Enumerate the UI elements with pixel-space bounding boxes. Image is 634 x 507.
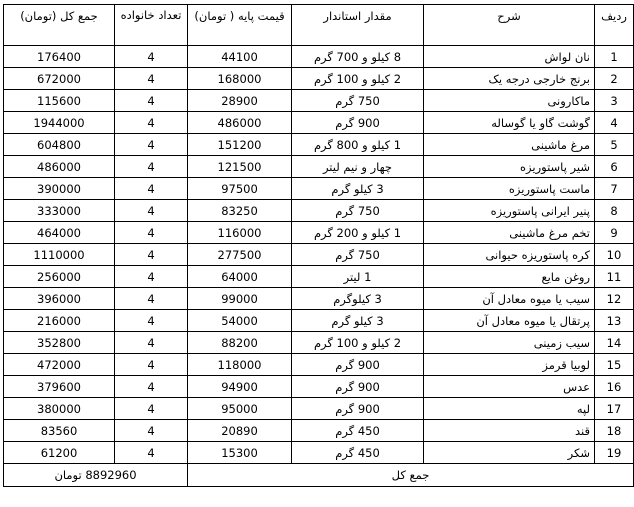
table-row bbox=[4, 156, 634, 178]
row-description: شیر پاستوریزه bbox=[424, 156, 595, 178]
table-row bbox=[4, 398, 634, 420]
row-total: 256000 bbox=[4, 266, 115, 288]
table-row bbox=[4, 442, 634, 464]
table-row bbox=[4, 310, 634, 332]
header-total: جمع کل (تومان) bbox=[4, 5, 115, 46]
row-description: ماست پاستوریزه bbox=[424, 178, 595, 200]
row-number: 1 bbox=[595, 46, 634, 68]
row-price: 99000 bbox=[188, 288, 292, 310]
row-quantity: 900 گرم bbox=[292, 354, 424, 376]
row-number: 8 bbox=[595, 200, 634, 222]
row-total: 379600 bbox=[4, 376, 115, 398]
row-price: 168000 bbox=[188, 68, 292, 90]
row-number: 13 bbox=[595, 310, 634, 332]
row-price: 83250 bbox=[188, 200, 292, 222]
row-total: 380000 bbox=[4, 398, 115, 420]
row-description: گوشت گاو یا گوساله bbox=[424, 112, 595, 134]
row-family-size: 4 bbox=[115, 90, 188, 112]
row-price: 15300 bbox=[188, 442, 292, 464]
row-description: پرتقال یا میوه معادل آن bbox=[424, 310, 595, 332]
row-total: 390000 bbox=[4, 178, 115, 200]
row-family-size: 4 bbox=[115, 112, 188, 134]
row-number: 18 bbox=[595, 420, 634, 442]
row-price: 118000 bbox=[188, 354, 292, 376]
row-family-size: 4 bbox=[115, 332, 188, 354]
row-description: پنیر ایرانی پاستوریزه bbox=[424, 200, 595, 222]
row-quantity: 3 کیلو گرم bbox=[292, 178, 424, 200]
row-description: ماکارونی bbox=[424, 90, 595, 112]
row-description: لپه bbox=[424, 398, 595, 420]
row-total: 352800 bbox=[4, 332, 115, 354]
header-row bbox=[4, 5, 634, 46]
row-description: کره پاستوریزه حیوانی bbox=[424, 244, 595, 266]
row-price: 121500 bbox=[188, 156, 292, 178]
row-total: 61200 bbox=[4, 442, 115, 464]
row-total: 333000 bbox=[4, 200, 115, 222]
row-number: 16 bbox=[595, 376, 634, 398]
table-row bbox=[4, 332, 634, 354]
row-description: قند bbox=[424, 420, 595, 442]
row-quantity: 2 کیلو و 100 گرم bbox=[292, 68, 424, 90]
row-family-size: 4 bbox=[115, 420, 188, 442]
row-number: 7 bbox=[595, 178, 634, 200]
row-number: 4 bbox=[595, 112, 634, 134]
row-quantity: 900 گرم bbox=[292, 398, 424, 420]
row-family-size: 4 bbox=[115, 134, 188, 156]
row-family-size: 4 bbox=[115, 398, 188, 420]
row-price: 44100 bbox=[188, 46, 292, 68]
row-number: 2 bbox=[595, 68, 634, 90]
header-row-number: ردیف bbox=[595, 5, 634, 46]
row-description: تخم مرغ ماشینی bbox=[424, 222, 595, 244]
row-number: 15 bbox=[595, 354, 634, 376]
row-description: نان لواش bbox=[424, 46, 595, 68]
row-number: 17 bbox=[595, 398, 634, 420]
row-description: سیب زمینی bbox=[424, 332, 595, 354]
row-description: عدس bbox=[424, 376, 595, 398]
grand-total-value: 8892960 تومان bbox=[4, 464, 188, 487]
row-number: 19 bbox=[595, 442, 634, 464]
price-table-container bbox=[3, 4, 627, 487]
row-price: 151200 bbox=[188, 134, 292, 156]
row-number: 6 bbox=[595, 156, 634, 178]
row-total: 604800 bbox=[4, 134, 115, 156]
row-description: روغن مایع bbox=[424, 266, 595, 288]
row-quantity: 900 گرم bbox=[292, 376, 424, 398]
header-standard-quantity: مقدار استاندار bbox=[292, 5, 424, 46]
row-family-size: 4 bbox=[115, 156, 188, 178]
row-number: 11 bbox=[595, 266, 634, 288]
header-family-size: تعداد خانواده bbox=[115, 5, 188, 46]
table-row bbox=[4, 266, 634, 288]
table-row bbox=[4, 134, 634, 156]
row-price: 28900 bbox=[188, 90, 292, 112]
row-family-size: 4 bbox=[115, 442, 188, 464]
row-quantity: 1 کیلو و 800 گرم bbox=[292, 134, 424, 156]
table-row bbox=[4, 354, 634, 376]
row-description: لوبیا قرمز bbox=[424, 354, 595, 376]
header-base-price: قیمت پایه ( تومان) bbox=[188, 5, 292, 46]
table-row bbox=[4, 90, 634, 112]
table-row bbox=[4, 222, 634, 244]
footer-row bbox=[4, 464, 634, 487]
row-family-size: 4 bbox=[115, 244, 188, 266]
row-total: 486000 bbox=[4, 156, 115, 178]
row-total: 216000 bbox=[4, 310, 115, 332]
table-row bbox=[4, 376, 634, 398]
table-row bbox=[4, 200, 634, 222]
row-quantity: چهار و نیم لیتر bbox=[292, 156, 424, 178]
row-total: 472000 bbox=[4, 354, 115, 376]
table-body bbox=[4, 46, 634, 464]
row-family-size: 4 bbox=[115, 310, 188, 332]
table-row bbox=[4, 178, 634, 200]
row-quantity: 1 لیتر bbox=[292, 266, 424, 288]
row-number: 14 bbox=[595, 332, 634, 354]
table-row bbox=[4, 288, 634, 310]
row-price: 486000 bbox=[188, 112, 292, 134]
row-number: 12 bbox=[595, 288, 634, 310]
row-family-size: 4 bbox=[115, 376, 188, 398]
row-number: 10 bbox=[595, 244, 634, 266]
row-total: 464000 bbox=[4, 222, 115, 244]
row-description: سیب یا میوه معادل آن bbox=[424, 288, 595, 310]
row-family-size: 4 bbox=[115, 68, 188, 90]
row-quantity: 3 کیلوگرم bbox=[292, 288, 424, 310]
row-total: 672000 bbox=[4, 68, 115, 90]
row-description: مرغ ماشینی bbox=[424, 134, 595, 156]
row-total: 176400 bbox=[4, 46, 115, 68]
table-row bbox=[4, 244, 634, 266]
row-quantity: 750 گرم bbox=[292, 200, 424, 222]
row-price: 64000 bbox=[188, 266, 292, 288]
food-basket-table bbox=[3, 4, 634, 487]
row-price: 116000 bbox=[188, 222, 292, 244]
row-price: 277500 bbox=[188, 244, 292, 266]
row-price: 95000 bbox=[188, 398, 292, 420]
row-family-size: 4 bbox=[115, 200, 188, 222]
row-quantity: 2 کیلو و 100 گرم bbox=[292, 332, 424, 354]
row-price: 54000 bbox=[188, 310, 292, 332]
row-total: 396000 bbox=[4, 288, 115, 310]
row-description: شکر bbox=[424, 442, 595, 464]
row-quantity: 750 گرم bbox=[292, 90, 424, 112]
row-quantity: 750 گرم bbox=[292, 244, 424, 266]
row-family-size: 4 bbox=[115, 46, 188, 68]
grand-total-label: جمع کل bbox=[188, 464, 634, 487]
row-family-size: 4 bbox=[115, 354, 188, 376]
row-quantity: 1 کیلو و 200 گرم bbox=[292, 222, 424, 244]
row-family-size: 4 bbox=[115, 222, 188, 244]
row-quantity: 8 کیلو و 700 گرم bbox=[292, 46, 424, 68]
row-number: 9 bbox=[595, 222, 634, 244]
row-total: 1944000 bbox=[4, 112, 115, 134]
table-row bbox=[4, 420, 634, 442]
row-total: 115600 bbox=[4, 90, 115, 112]
row-quantity: 3 کیلو گرم bbox=[292, 310, 424, 332]
header-description: شرح bbox=[424, 5, 595, 46]
row-number: 5 bbox=[595, 134, 634, 156]
table-row bbox=[4, 68, 634, 90]
row-price: 20890 bbox=[188, 420, 292, 442]
row-family-size: 4 bbox=[115, 288, 188, 310]
row-description: برنج خارجی درجه یک bbox=[424, 68, 595, 90]
row-total: 1110000 bbox=[4, 244, 115, 266]
row-number: 3 bbox=[595, 90, 634, 112]
row-quantity: 450 گرم bbox=[292, 420, 424, 442]
row-family-size: 4 bbox=[115, 178, 188, 200]
row-price: 94900 bbox=[188, 376, 292, 398]
row-total: 83560 bbox=[4, 420, 115, 442]
row-price: 88200 bbox=[188, 332, 292, 354]
row-quantity: 450 گرم bbox=[292, 442, 424, 464]
row-family-size: 4 bbox=[115, 266, 188, 288]
row-price: 97500 bbox=[188, 178, 292, 200]
row-quantity: 900 گرم bbox=[292, 112, 424, 134]
table-row bbox=[4, 112, 634, 134]
table-row bbox=[4, 46, 634, 68]
